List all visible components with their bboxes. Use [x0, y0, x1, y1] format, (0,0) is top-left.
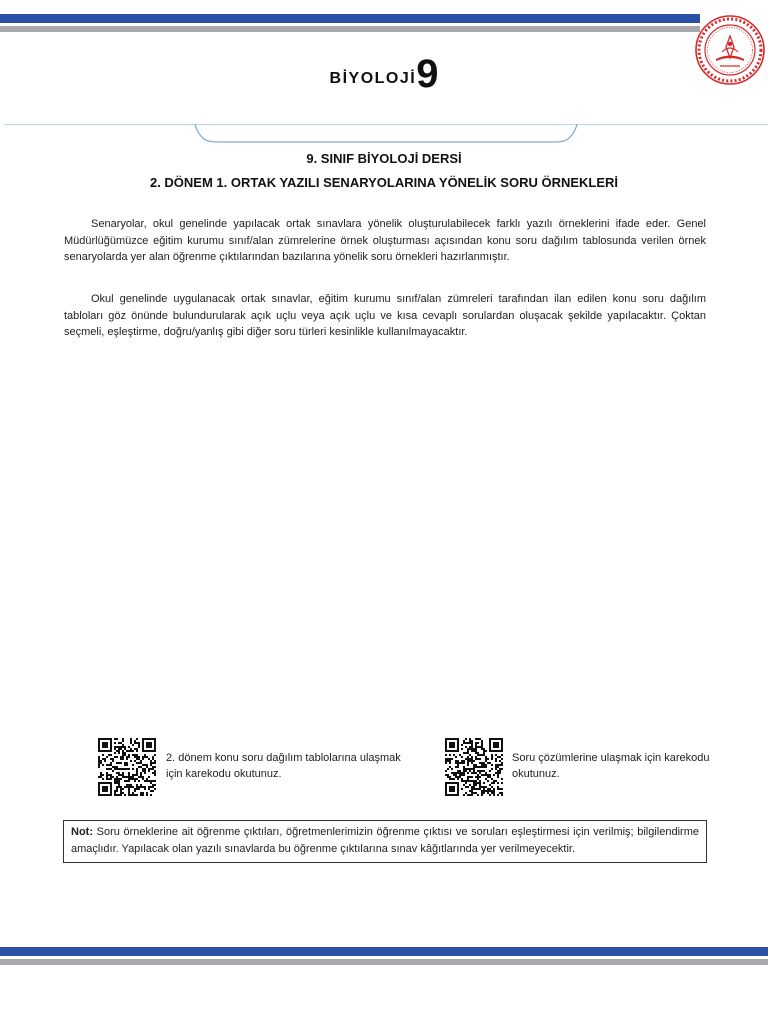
subject-name: BİYOLOJİ: [329, 70, 417, 87]
exam-paragraph: Okul genelinde uygulanacak ortak sınavlar, eğitim kurumu sınıf/alan zümreleri tarafından ilan edilen konu soru dağılım tabloları göz önünde bulundurularak açık uçlu veya açık uçlu ve kısa cevaplı sorulardan oluşacak şekilde yapılacaktır. Çoktan seçmeli, eşleştirme, doğru/yanlış gibi diğer soru türleri kesinlikle kullanılmayacaktır.: [64, 293, 706, 338]
page-title: 9. SINIF BİYOLOJİ DERSİ: [306, 151, 462, 166]
note-box: [63, 820, 707, 863]
header-tab-shape: [194, 123, 578, 145]
note-label: Not:: [71, 826, 93, 838]
grade-number: 9: [416, 52, 439, 96]
bottom-blue-bar: [0, 947, 768, 956]
note-text: Soru örneklerine ait öğrenme çıktıları, öğretmenlerimizin öğrenme çıktısı ve soruları eşleştirmesi için verilmiş; bilgilendirme amaçlıdır. Yapılacak olan yazılı sınavlarda bu öğrenme çıktılarına sınav kâğıtlarında yer verilmeyecektir.: [71, 826, 699, 855]
top-blue-bar: [0, 14, 700, 23]
intro-paragraph: Senaryolar, okul genelinde yapılacak ortak sınavlara yönelik oluşturulabilecek farklı yazılı örneklerini ifade eder. Genel Müdürlüğümüzce eğitim kurumu sınıf/alan zümrelerine örnek oluşturması açısından konu soru dağılım tablosunda verilen örnek senaryolarda yer alan öğrenme çıktılarından bazılarına yönelik soru örnekleri hazırlanmıştır.: [64, 218, 706, 263]
top-gray-bar: [0, 26, 700, 32]
subject-header: [0, 48, 768, 96]
qr-code-icon[interactable]: [445, 738, 503, 796]
page-subtitle: 2. DÖNEM 1. ORTAK YAZILI SENARYOLARINA YÖNELİK SORU ÖRNEKLERİ: [149, 175, 619, 190]
qr-code-icon[interactable]: [98, 738, 156, 796]
bottom-gray-bar: [0, 959, 768, 965]
qr-caption-solutions: Soru çözümlerine ulaşmak için karekodu okutunuz.: [512, 752, 710, 780]
qr-caption-distribution: 2. dönem konu soru dağılım tablolarına ulaşmak için karekodu okutunuz.: [166, 752, 401, 780]
